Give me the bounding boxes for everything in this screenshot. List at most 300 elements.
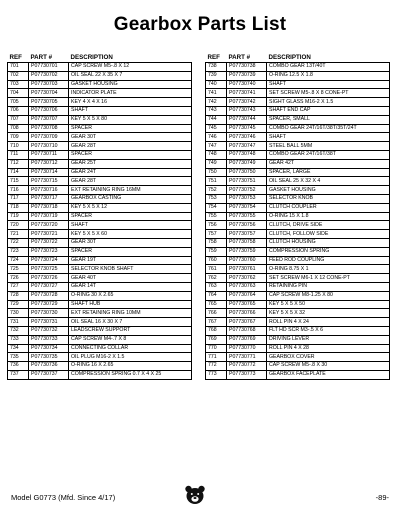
- part-number-cell: P07730729: [29, 300, 69, 309]
- table-row: [206, 370, 390, 379]
- ref-cell: 752: [206, 186, 227, 195]
- ref-cell: 721: [8, 230, 29, 239]
- ref-cell: 711: [8, 150, 29, 159]
- description-cell: KEY 4 X 4 X 16: [69, 98, 192, 107]
- table-row: [206, 326, 390, 335]
- ref-cell: 766: [206, 309, 227, 318]
- part-number-cell: P07730763: [227, 282, 267, 291]
- ref-cell: 709: [8, 133, 29, 142]
- description-cell: O-RING 30 X 2.65: [69, 291, 192, 300]
- description-cell: SET SCREW M5-.8 X 8 CONE-PT: [267, 89, 390, 98]
- table-row: [8, 291, 192, 300]
- ref-cell: 757: [206, 230, 227, 239]
- description-cell: FEED ROD COUPLING: [267, 256, 390, 265]
- part-number-cell: P07730769: [227, 335, 267, 344]
- part-number-cell: P07730748: [227, 150, 267, 159]
- description-cell: ROLL PIN 4 X 24: [267, 318, 390, 327]
- table-row: [206, 265, 390, 274]
- table-row: [8, 238, 192, 247]
- ref-cell: 708: [8, 124, 29, 133]
- part-number-cell: P07730745: [227, 124, 267, 133]
- table-row: [8, 106, 192, 115]
- part-number-cell: P07730742: [227, 98, 267, 107]
- part-number-cell: P07730759: [227, 247, 267, 256]
- description-cell: SIGHT GLASS M16-2 X 1.5: [267, 98, 390, 107]
- description-cell: EXT RETAINING RING 16MM: [69, 186, 192, 195]
- ref-cell: 759: [206, 247, 227, 256]
- ref-cell: 729: [8, 300, 29, 309]
- ref-cell: 751: [206, 177, 227, 186]
- description-cell: SHAFT: [69, 106, 192, 115]
- description-cell: FLT HD SCR M3-.5 X 6: [267, 326, 390, 335]
- ref-cell: 760: [206, 256, 227, 265]
- footer-model: Model G0773 (Mfd. Since 4/17): [11, 493, 116, 502]
- ref-cell: 736: [8, 362, 29, 371]
- part-number-cell: P07730771: [227, 353, 267, 362]
- ref-cell: 770: [206, 344, 227, 353]
- description-cell: GEAR 40T: [69, 274, 192, 283]
- table-row: [206, 177, 390, 186]
- table-row: [206, 150, 390, 159]
- description-cell: O-RING 16 X 2.65: [69, 362, 192, 371]
- table-row: [206, 159, 390, 168]
- description-cell: O-RING 15 X 1.8: [267, 212, 390, 221]
- table-row: [206, 309, 390, 318]
- description-cell: OIL SEAL 25 X 32 X 4: [267, 177, 390, 186]
- part-number-cell: P07730701: [29, 63, 69, 72]
- part-number-cell: P07730707: [29, 115, 69, 124]
- ref-cell: 771: [206, 353, 227, 362]
- part-number-cell: P07730708: [29, 124, 69, 133]
- table-row: [206, 318, 390, 327]
- table-row: [8, 221, 192, 230]
- description-cell: OIL PLUG M16-2 X 1.5: [69, 353, 192, 362]
- description-cell: COMPRESSION SPRING: [267, 247, 390, 256]
- description-cell: KEY 5 X 5 X 32: [267, 309, 390, 318]
- ref-cell: 748: [206, 150, 227, 159]
- description-cell: SET SCREW M6-1 X 12 CONE-PT: [267, 274, 390, 283]
- part-number-cell: P07730712: [29, 159, 69, 168]
- description-cell: DRIVING LEVER: [267, 335, 390, 344]
- description-cell: CLUTCH COUPLER: [267, 203, 390, 212]
- table-row: [206, 335, 390, 344]
- ref-cell: 717: [8, 194, 29, 203]
- table-row: [206, 247, 390, 256]
- header-description: DESCRIPTION: [267, 53, 390, 63]
- ref-cell: 716: [8, 186, 29, 195]
- ref-cell: 738: [206, 63, 227, 72]
- header-description: DESCRIPTION: [69, 53, 192, 63]
- description-cell: O-RING 12.5 X 1.8: [267, 71, 390, 80]
- table-row: [8, 274, 192, 283]
- description-cell: CLUTCH, FOLLOW SIDE: [267, 230, 390, 239]
- description-cell: COMPRESSION SPRING 0.7 X 4 X 25: [69, 370, 192, 379]
- table-row: [8, 335, 192, 344]
- ref-cell: 745: [206, 124, 227, 133]
- ref-cell: 743: [206, 106, 227, 115]
- part-number-cell: P07730732: [29, 326, 69, 335]
- ref-cell: 707: [8, 115, 29, 124]
- table-row: [8, 168, 192, 177]
- description-cell: CAP SCREW M8-1.25 X 80: [267, 291, 390, 300]
- ref-cell: 749: [206, 159, 227, 168]
- ref-cell: 705: [8, 98, 29, 107]
- table-row: [8, 142, 192, 151]
- table-row: [8, 212, 192, 221]
- ref-cell: 753: [206, 194, 227, 203]
- part-number-cell: P07730705: [29, 98, 69, 107]
- description-cell: GEAR 30T: [69, 133, 192, 142]
- part-number-cell: P07730733: [29, 335, 69, 344]
- table-row: [206, 256, 390, 265]
- description-cell: COMBO GEAR 24T/16T/38T/35T/24T: [267, 124, 390, 133]
- description-cell: COMBO GEAR 13T/40T: [267, 63, 390, 72]
- part-number-cell: P07730727: [29, 282, 69, 291]
- part-number-cell: P07730714: [29, 168, 69, 177]
- part-number-cell: P07730719: [29, 212, 69, 221]
- table-row: [8, 282, 192, 291]
- ref-cell: 723: [8, 247, 29, 256]
- table-row: [8, 326, 192, 335]
- ref-cell: 761: [206, 265, 227, 274]
- part-number-cell: P07730753: [227, 194, 267, 203]
- part-number-cell: P07730709: [29, 133, 69, 142]
- part-number-cell: P07730764: [227, 291, 267, 300]
- description-cell: GEAR 28T: [69, 177, 192, 186]
- ref-cell: 706: [8, 106, 29, 115]
- ref-cell: 734: [8, 344, 29, 353]
- part-number-cell: P07730758: [227, 238, 267, 247]
- description-cell: SHAFT: [69, 221, 192, 230]
- description-cell: SHAFT END CAP: [267, 106, 390, 115]
- table-row: [206, 133, 390, 142]
- table-row: [8, 353, 192, 362]
- part-number-cell: P07730735: [29, 353, 69, 362]
- ref-cell: 769: [206, 335, 227, 344]
- ref-cell: 727: [8, 282, 29, 291]
- description-cell: GEARBOX CASTING: [69, 194, 192, 203]
- ref-cell: 742: [206, 98, 227, 107]
- ref-cell: 728: [8, 291, 29, 300]
- table-row: [206, 106, 390, 115]
- ref-cell: 746: [206, 133, 227, 142]
- description-cell: RETAINING PIN: [267, 282, 390, 291]
- ref-cell: 763: [206, 282, 227, 291]
- ref-cell: 764: [206, 291, 227, 300]
- table-row: [8, 247, 192, 256]
- ref-cell: 719: [8, 212, 29, 221]
- description-cell: CLUTCH, DRIVE SIDE: [267, 221, 390, 230]
- part-number-cell: P07730773: [227, 370, 267, 379]
- table-row: [8, 362, 192, 371]
- part-number-cell: P07730751: [227, 177, 267, 186]
- parts-table-right: [205, 53, 389, 380]
- ref-cell: 730: [8, 309, 29, 318]
- ref-cell: 754: [206, 203, 227, 212]
- ref-cell: 737: [8, 370, 29, 379]
- table-row: [8, 265, 192, 274]
- part-number-cell: P07730715: [29, 177, 69, 186]
- description-cell: SHAFT: [267, 80, 390, 89]
- ref-cell: 722: [8, 238, 29, 247]
- part-number-cell: P07730746: [227, 133, 267, 142]
- part-number-cell: P07730721: [29, 230, 69, 239]
- part-number-cell: P07730747: [227, 142, 267, 151]
- ref-cell: 724: [8, 256, 29, 265]
- part-number-cell: P07730755: [227, 212, 267, 221]
- part-number-cell: P07730703: [29, 80, 69, 89]
- part-number-cell: P07730702: [29, 71, 69, 80]
- table-row: [206, 203, 390, 212]
- table-row: [8, 309, 192, 318]
- ref-cell: 772: [206, 362, 227, 371]
- table-row: [206, 212, 390, 221]
- table-row: [8, 177, 192, 186]
- table-row: [206, 98, 390, 107]
- ref-cell: 767: [206, 318, 227, 327]
- description-cell: GEAR 25T: [69, 159, 192, 168]
- table-row: [8, 256, 192, 265]
- table-header-row: [8, 53, 192, 63]
- description-cell: CAP SCREW M4-.7 X 8: [69, 335, 192, 344]
- part-number-cell: P07730760: [227, 256, 267, 265]
- part-number-cell: P07730723: [29, 247, 69, 256]
- table-row: [206, 80, 390, 89]
- part-number-cell: P07730739: [227, 71, 267, 80]
- table-row: [8, 194, 192, 203]
- part-number-cell: P07730728: [29, 291, 69, 300]
- table-row: [206, 300, 390, 309]
- part-number-cell: P07730734: [29, 344, 69, 353]
- part-number-cell: P07730722: [29, 238, 69, 247]
- table-row: [8, 344, 192, 353]
- header-ref: REF: [206, 53, 227, 63]
- ref-cell: 701: [8, 63, 29, 72]
- table-row: [206, 89, 390, 98]
- part-number-cell: P07730706: [29, 106, 69, 115]
- table-row: [206, 274, 390, 283]
- part-number-cell: P07730743: [227, 106, 267, 115]
- part-number-cell: P07730772: [227, 362, 267, 371]
- part-number-cell: P07730750: [227, 168, 267, 177]
- ref-cell: 726: [8, 274, 29, 283]
- table-row: [206, 186, 390, 195]
- part-number-cell: P07730726: [29, 274, 69, 283]
- description-cell: GEAR 14T: [69, 282, 192, 291]
- description-cell: SHAFT: [267, 133, 390, 142]
- page-title: Gearbox Parts List: [113, 14, 287, 35]
- part-number-cell: P07730766: [227, 309, 267, 318]
- ref-cell: 768: [206, 326, 227, 335]
- part-number-cell: P07730737: [29, 370, 69, 379]
- part-number-cell: P07730761: [227, 265, 267, 274]
- table-row: [206, 291, 390, 300]
- table-row: [8, 80, 192, 89]
- part-number-cell: P07730765: [227, 300, 267, 309]
- description-cell: CONNECTING COLLAR: [69, 344, 192, 353]
- table-header-row: [206, 53, 390, 63]
- table-row: [206, 344, 390, 353]
- table-row: [206, 71, 390, 80]
- table-row: [206, 124, 390, 133]
- part-number-cell: P07730738: [227, 63, 267, 72]
- part-number-cell: P07730752: [227, 186, 267, 195]
- table-row: [206, 362, 390, 371]
- table-row: [206, 238, 390, 247]
- part-number-cell: P07730730: [29, 309, 69, 318]
- ref-cell: 703: [8, 80, 29, 89]
- table-row: [8, 98, 192, 107]
- table-row: [8, 318, 192, 327]
- description-cell: OIL SEAL 22 X 35 X 7: [69, 71, 192, 80]
- description-cell: GEAR 24T: [69, 168, 192, 177]
- part-number-cell: P07730731: [29, 318, 69, 327]
- description-cell: GEAR 30T: [69, 238, 192, 247]
- part-number-cell: P07730749: [227, 159, 267, 168]
- description-cell: KEY 5 X 5 X 12: [69, 203, 192, 212]
- ref-cell: 704: [8, 89, 29, 98]
- ref-cell: 758: [206, 238, 227, 247]
- table-row: [206, 63, 390, 72]
- description-cell: GEAR 42T: [267, 159, 390, 168]
- description-cell: SPACER: [69, 247, 192, 256]
- ref-cell: 756: [206, 221, 227, 230]
- part-number-cell: P07730724: [29, 256, 69, 265]
- description-cell: GEARBOX FACEPLATE: [267, 370, 390, 379]
- part-number-cell: P07730762: [227, 274, 267, 283]
- table-row: [206, 115, 390, 124]
- table-row: [206, 142, 390, 151]
- description-cell: OIL SEAL 16 X 30 X 7: [69, 318, 192, 327]
- table-row: [8, 230, 192, 239]
- part-number-cell: P07730725: [29, 265, 69, 274]
- ref-cell: 744: [206, 115, 227, 124]
- part-number-cell: P07730717: [29, 194, 69, 203]
- table-row: [8, 124, 192, 133]
- ref-cell: 712: [8, 159, 29, 168]
- part-number-cell: P07730768: [227, 326, 267, 335]
- ref-cell: 765: [206, 300, 227, 309]
- bear-logo-icon: [184, 484, 206, 506]
- ref-cell: 714: [8, 168, 29, 177]
- header-ref: REF: [8, 53, 29, 63]
- table-row: [8, 63, 192, 72]
- ref-cell: 725: [8, 265, 29, 274]
- part-number-cell: P07730710: [29, 142, 69, 151]
- table-row: [8, 203, 192, 212]
- table-row: [8, 300, 192, 309]
- description-cell: INDICATOR PLATE: [69, 89, 192, 98]
- table-row: [206, 221, 390, 230]
- table-row: [8, 150, 192, 159]
- part-number-cell: P07730770: [227, 344, 267, 353]
- header-part: PART #: [227, 53, 267, 63]
- part-number-cell: P07730741: [227, 89, 267, 98]
- ref-cell: 715: [8, 177, 29, 186]
- table-row: [206, 282, 390, 291]
- header-part: PART #: [29, 53, 69, 63]
- ref-cell: 762: [206, 274, 227, 283]
- part-number-cell: P07730744: [227, 115, 267, 124]
- description-cell: GEARBOX COVER: [267, 353, 390, 362]
- description-cell: STEEL BALL 5MM: [267, 142, 390, 151]
- table-row: [206, 230, 390, 239]
- ref-cell: 741: [206, 89, 227, 98]
- description-cell: SELECTOR KNOB SHAFT: [69, 265, 192, 274]
- part-number-cell: P07730720: [29, 221, 69, 230]
- ref-cell: 733: [8, 335, 29, 344]
- description-cell: GASKET HOUSING: [267, 186, 390, 195]
- table-row: [206, 194, 390, 203]
- description-cell: KEY 5 X 5 X 60: [69, 230, 192, 239]
- description-cell: SPACER, SMALL: [267, 115, 390, 124]
- description-cell: LEADSCREW SUPPORT: [69, 326, 192, 335]
- description-cell: COMBO GEAR 24T/16T/38T: [267, 150, 390, 159]
- ref-cell: 720: [8, 221, 29, 230]
- ref-cell: 740: [206, 80, 227, 89]
- description-cell: KEY 5 X 5 X 50: [267, 300, 390, 309]
- table-row: [8, 115, 192, 124]
- table-row: [8, 370, 192, 379]
- description-cell: O-RING 8.75 X 1: [267, 265, 390, 274]
- ref-cell: 750: [206, 168, 227, 177]
- table-row: [8, 186, 192, 195]
- page-number: -89-: [375, 493, 389, 502]
- part-number-cell: P07730704: [29, 89, 69, 98]
- part-number-cell: P07730740: [227, 80, 267, 89]
- ref-cell: 773: [206, 370, 227, 379]
- part-number-cell: P07730716: [29, 186, 69, 195]
- table-row: [8, 133, 192, 142]
- ref-cell: 731: [8, 318, 29, 327]
- table-row: [206, 168, 390, 177]
- table-row: [8, 89, 192, 98]
- ref-cell: 755: [206, 212, 227, 221]
- description-cell: GEAR 19T: [69, 256, 192, 265]
- description-cell: SPACER: [69, 124, 192, 133]
- description-cell: CAP SCREW M5-.8 X 12: [69, 63, 192, 72]
- description-cell: CLUTCH HOUSING: [267, 238, 390, 247]
- description-cell: SPACER, LARGE: [267, 168, 390, 177]
- part-number-cell: P07730757: [227, 230, 267, 239]
- description-cell: SHAFT HUB: [69, 300, 192, 309]
- description-cell: SPACER: [69, 212, 192, 221]
- part-number-cell: P07730767: [227, 318, 267, 327]
- ref-cell: 735: [8, 353, 29, 362]
- description-cell: SELECTOR KNOB: [267, 194, 390, 203]
- description-cell: KEY 5 X 5 X 80: [69, 115, 192, 124]
- part-number-cell: P07730754: [227, 203, 267, 212]
- ref-cell: 732: [8, 326, 29, 335]
- table-row: [206, 353, 390, 362]
- part-number-cell: P07730736: [29, 362, 69, 371]
- description-cell: GASKET HOUSING: [69, 80, 192, 89]
- description-cell: SPACER: [69, 150, 192, 159]
- ref-cell: 702: [8, 71, 29, 80]
- table-row: [8, 159, 192, 168]
- ref-cell: 718: [8, 203, 29, 212]
- parts-table-left: [7, 53, 191, 380]
- table-row: [8, 71, 192, 80]
- description-cell: ROLL PIN 4 X 28: [267, 344, 390, 353]
- part-number-cell: P07730718: [29, 203, 69, 212]
- description-cell: CAP SCREW M5-.8 X 30: [267, 362, 390, 371]
- description-cell: EXT RETAINING RING 10MM: [69, 309, 192, 318]
- ref-cell: 710: [8, 142, 29, 151]
- part-number-cell: P07730756: [227, 221, 267, 230]
- ref-cell: 739: [206, 71, 227, 80]
- part-number-cell: P07730711: [29, 150, 69, 159]
